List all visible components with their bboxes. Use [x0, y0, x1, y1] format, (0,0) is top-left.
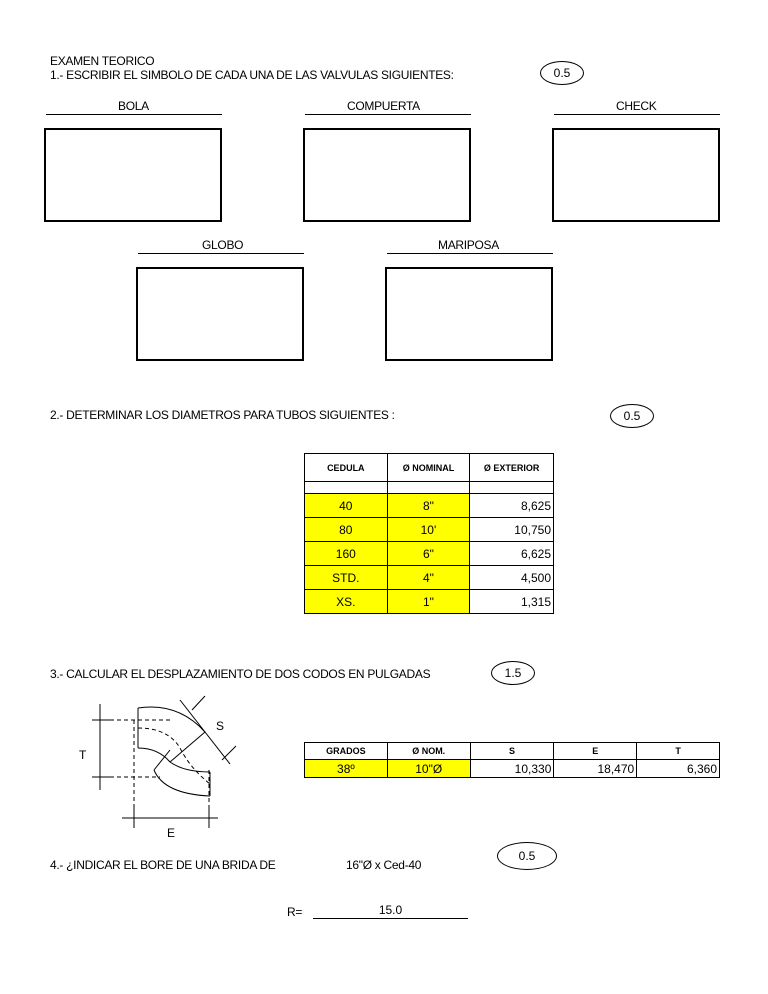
header-e: E: [554, 743, 637, 760]
header-t: T: [637, 743, 720, 760]
offset-table: [304, 742, 720, 778]
table-row: [305, 542, 554, 566]
dim-label-s: S: [216, 719, 224, 733]
q2-score: 0.5: [610, 404, 654, 428]
offset-table-header: [305, 743, 720, 760]
dim-label-t: T: [79, 748, 87, 762]
answer-label: R=: [287, 905, 303, 919]
underline-bola: [46, 114, 222, 115]
cedula-cell: 160: [305, 542, 388, 566]
exterior-cell[interactable]: 1,315: [470, 590, 554, 614]
cedula-cell: STD.: [305, 566, 388, 590]
answer-box-mariposa[interactable]: [385, 267, 553, 361]
answer-box-globo[interactable]: [136, 267, 304, 361]
t-cell[interactable]: 6,360: [637, 760, 720, 778]
flange-spec: 16"Ø x Ced-40: [346, 858, 422, 872]
nom-cell: 10"Ø: [387, 760, 470, 778]
exterior-cell[interactable]: 10,750: [470, 518, 554, 542]
header-s: S: [470, 743, 554, 760]
exam-title: EXAMEN TEORICO: [50, 54, 155, 68]
nominal-cell: 10': [387, 518, 470, 542]
underline-check: [554, 114, 720, 115]
cedula-cell: XS.: [305, 590, 388, 614]
underline-globo: [138, 253, 304, 254]
e-cell[interactable]: 18,470: [554, 760, 637, 778]
nominal-cell: 6": [387, 542, 470, 566]
nominal-cell: 1": [387, 590, 470, 614]
s-cell[interactable]: 10,330: [470, 760, 554, 778]
answer-box-check[interactable]: [552, 128, 720, 222]
diameter-table: [304, 453, 554, 614]
question-1: 1.- ESCRIBIR EL SIMBOLO DE CADA UNA DE LAS VALVULAS SIGUIENTES:: [50, 68, 454, 82]
q4-score: 0.5: [497, 842, 557, 870]
cedula-cell: 40: [305, 494, 388, 518]
answer-field[interactable]: 15.0: [313, 903, 468, 919]
diameter-table-header: [305, 454, 554, 482]
table-row: [305, 566, 554, 590]
nominal-cell: 4": [387, 566, 470, 590]
header-nom: Ø NOM.: [387, 743, 470, 760]
valve-label-check: CHECK: [616, 99, 657, 113]
underline-mariposa: [387, 253, 553, 254]
header-nominal: Ø NOMINAL: [387, 454, 470, 482]
grados-cell: 38º: [305, 760, 388, 778]
underline-compuerta: [305, 114, 471, 115]
question-3: 3.- CALCULAR EL DESPLAZAMIENTO DE DOS CODOS EN PULGADAS: [50, 667, 431, 681]
elbow-offset-diagram: [60, 690, 240, 838]
exterior-cell[interactable]: 8,625: [470, 494, 554, 518]
question-4: 4.- ¿INDICAR EL BORE DE UNA BRIDA DE: [50, 858, 276, 872]
header-grados: GRADOS: [305, 743, 388, 760]
table-row: [305, 518, 554, 542]
valve-label-mariposa: MARIPOSA: [438, 238, 499, 252]
header-cedula: CEDULA: [305, 454, 388, 482]
dim-label-e: E: [167, 826, 175, 840]
q3-score: 1.5: [491, 661, 535, 685]
table-row: [305, 590, 554, 614]
answer-box-bola[interactable]: [44, 128, 222, 222]
nominal-cell: 8": [387, 494, 470, 518]
question-2: 2.- DETERMINAR LOS DIAMETROS PARA TUBOS SIGUIENTES :: [50, 408, 395, 422]
cedula-cell: 80: [305, 518, 388, 542]
table-row: [305, 494, 554, 518]
q1-score: 0.5: [540, 61, 584, 85]
table-row: [305, 760, 720, 778]
answer-box-compuerta[interactable]: [303, 128, 471, 222]
header-exterior: Ø EXTERIOR: [470, 454, 554, 482]
exterior-cell[interactable]: 6,625: [470, 542, 554, 566]
exterior-cell[interactable]: 4,500: [470, 566, 554, 590]
valve-label-bola: BOLA: [118, 99, 149, 113]
valve-label-globo: GLOBO: [202, 238, 244, 252]
valve-label-compuerta: COMPUERTA: [347, 99, 420, 113]
